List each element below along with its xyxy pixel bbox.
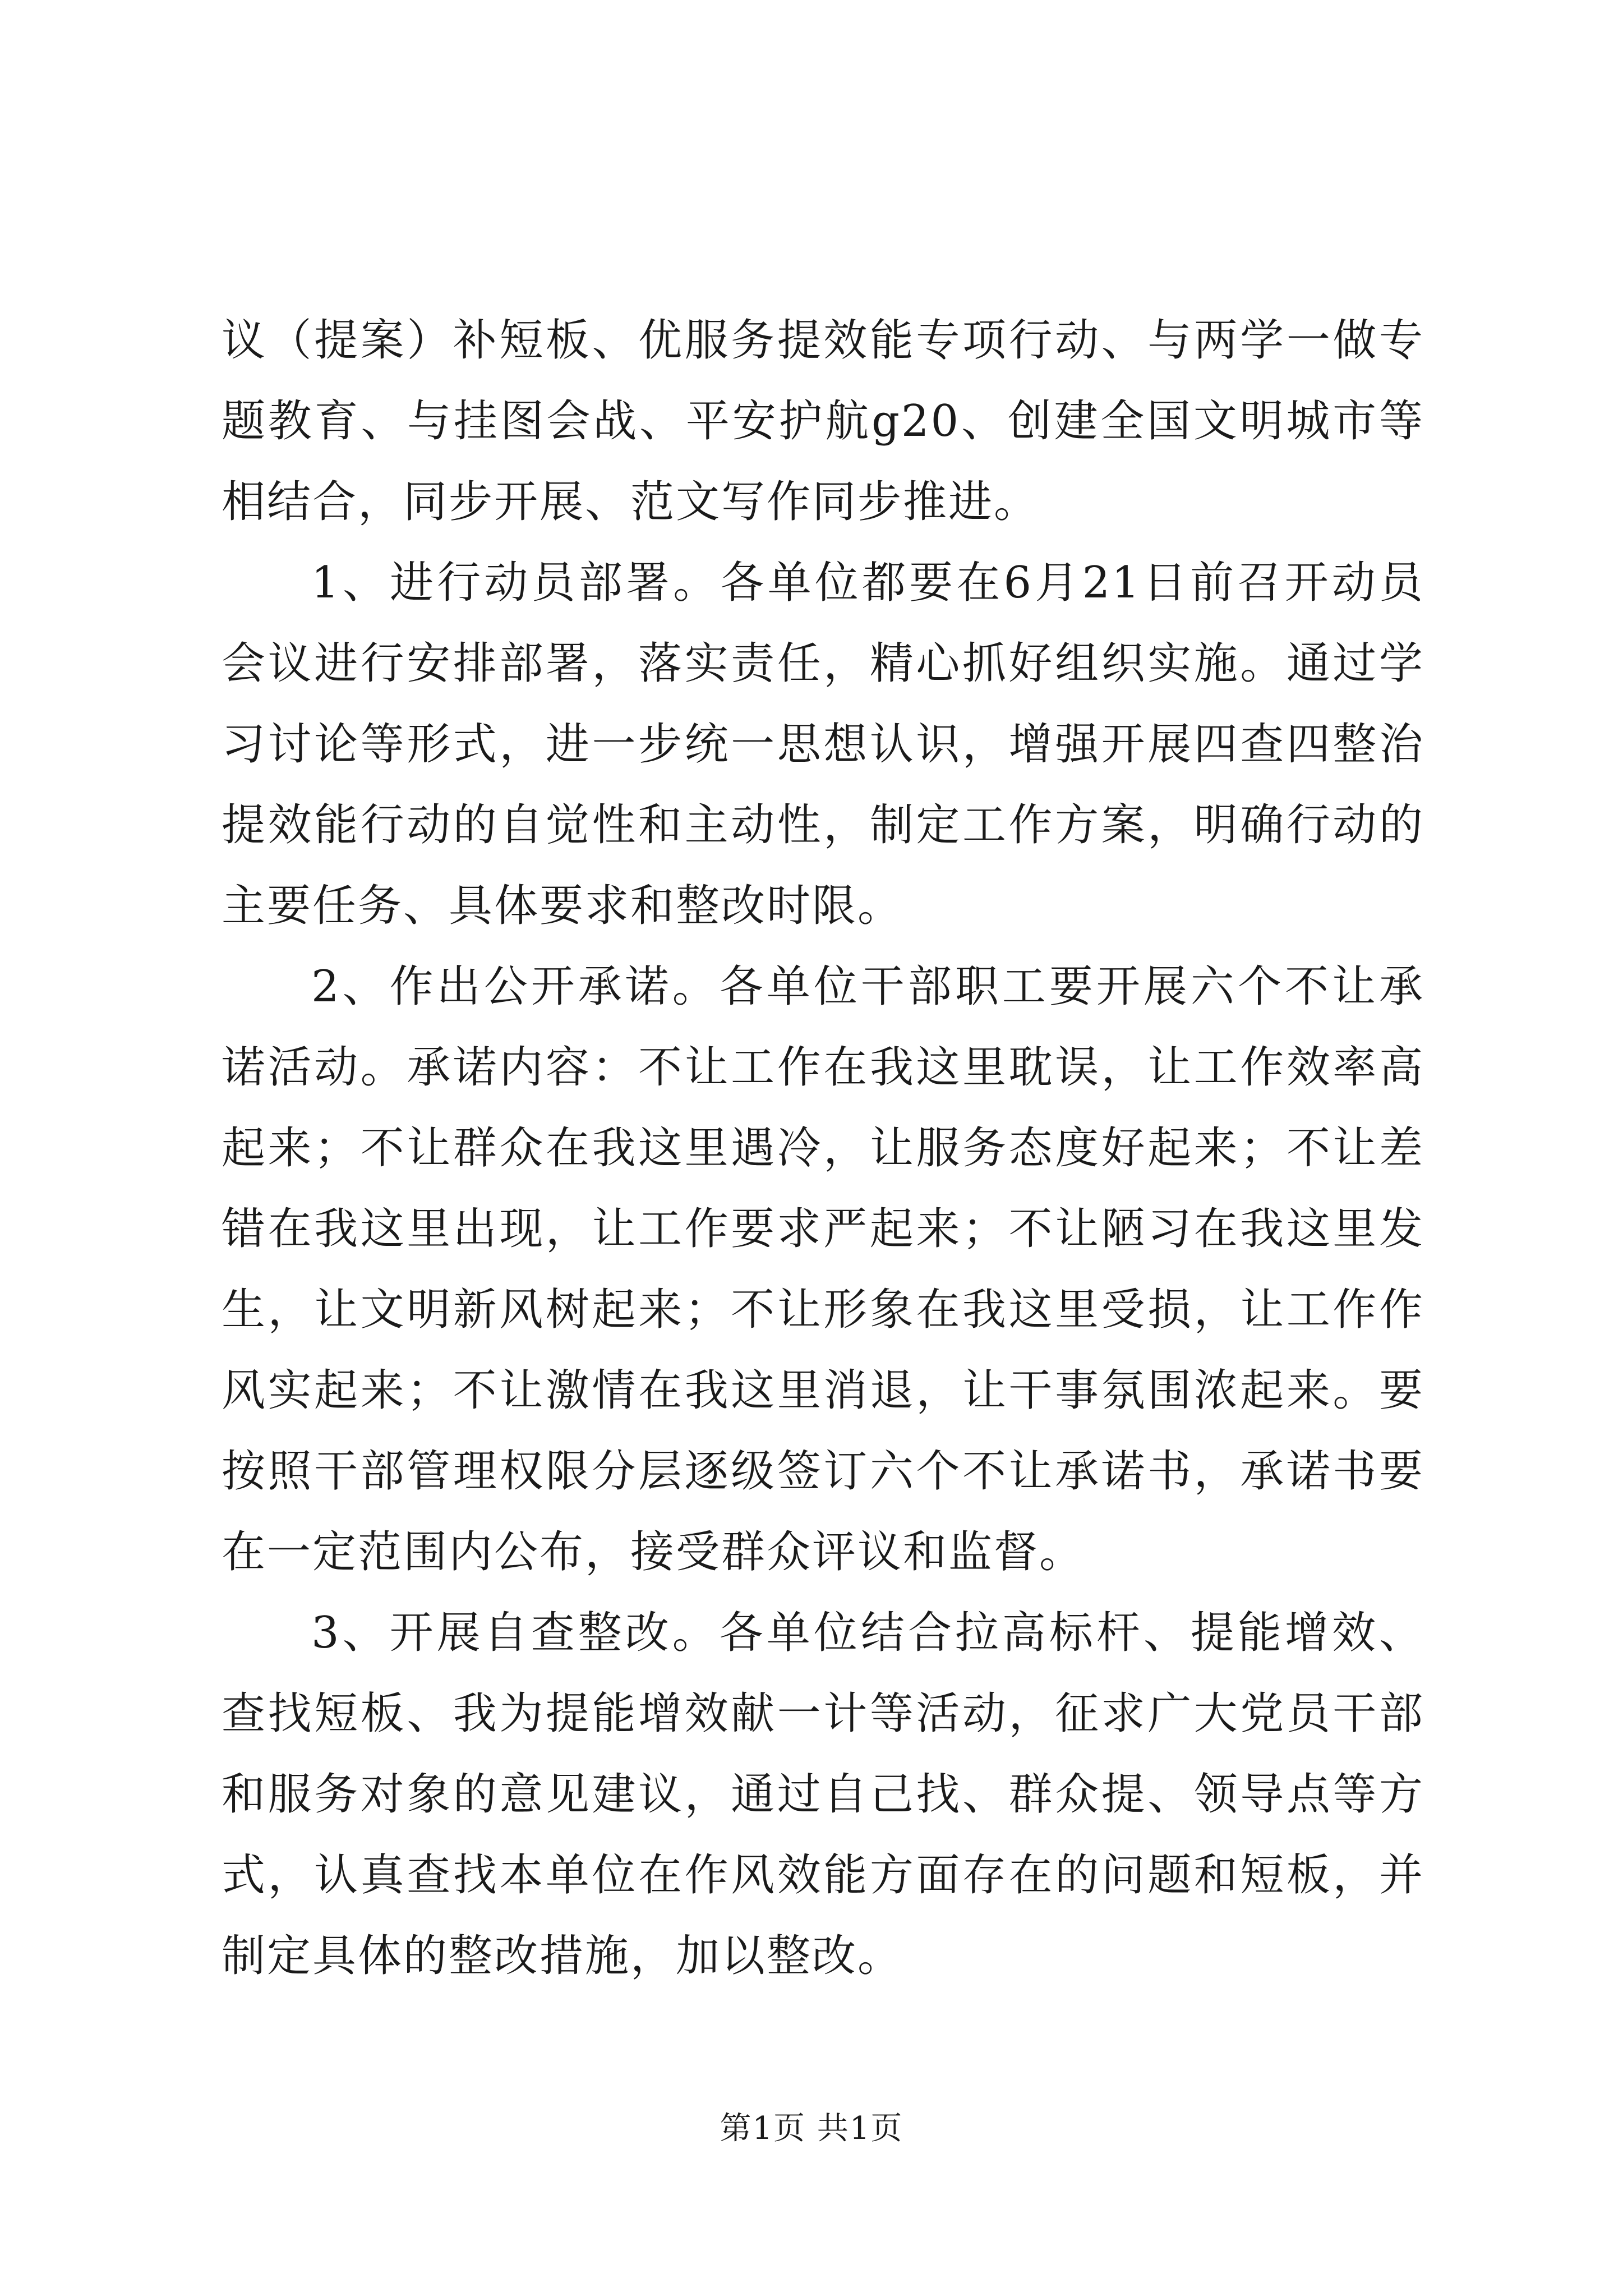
paragraph-self-inspection: 3、开展自查整改。各单位结合拉高标杆、提能增效、查找短板、我为提能增效献一计等活动，征求广大党员干部和服务对象的意见建议，通过自己找、群众提、领导点等方式，认真查找本单位在作风效能方面存在的问题和短板，并制定具体的整改措施，加以整改。 xyxy=(222,1608,1424,1981)
document-body xyxy=(222,300,1424,1996)
paragraph-mobilization: 1、进行动员部署。各单位都要在6月21日前召开动员会议进行安排部署，落实责任，精心抓好组织实施。通过学习讨论等形式，进一步统一思想认识，增强开展四查四整治提效能行动的自觉性和主动性，制定工作方案，明确行动的主要任务、具体要求和整改时限。 xyxy=(222,558,1424,931)
page-footer: 第1页 共1页 xyxy=(720,2110,903,2147)
paragraph-public-commitment: 2、作出公开承诺。各单位干部职工要开展六个不让承诺活动。承诺内容：不让工作在我这里耽误，让工作效率高起来；不让群众在我这里遇冷，让服务态度好起来；不让差错在我这里出现，让工作要求严起来；不让陋习在我这里发生，让文明新风树起来；不让形象在我这里受损，让工作作风实起来；不让激情在我这里消退，让干事氛围浓起来。要按照干部管理权限分层逐级签订六个不让承诺书，承诺书要在一定范围内公布，接受群众评议和监督。 xyxy=(222,961,1424,1577)
paragraph-continuation: 议（提案）补短板、优服务提效能专项行动、与两学一做专题教育、与挂图会战、平安护航g20、创建全国文明城市等相结合，同步开展、范文写作同步推进。 xyxy=(222,315,1424,527)
